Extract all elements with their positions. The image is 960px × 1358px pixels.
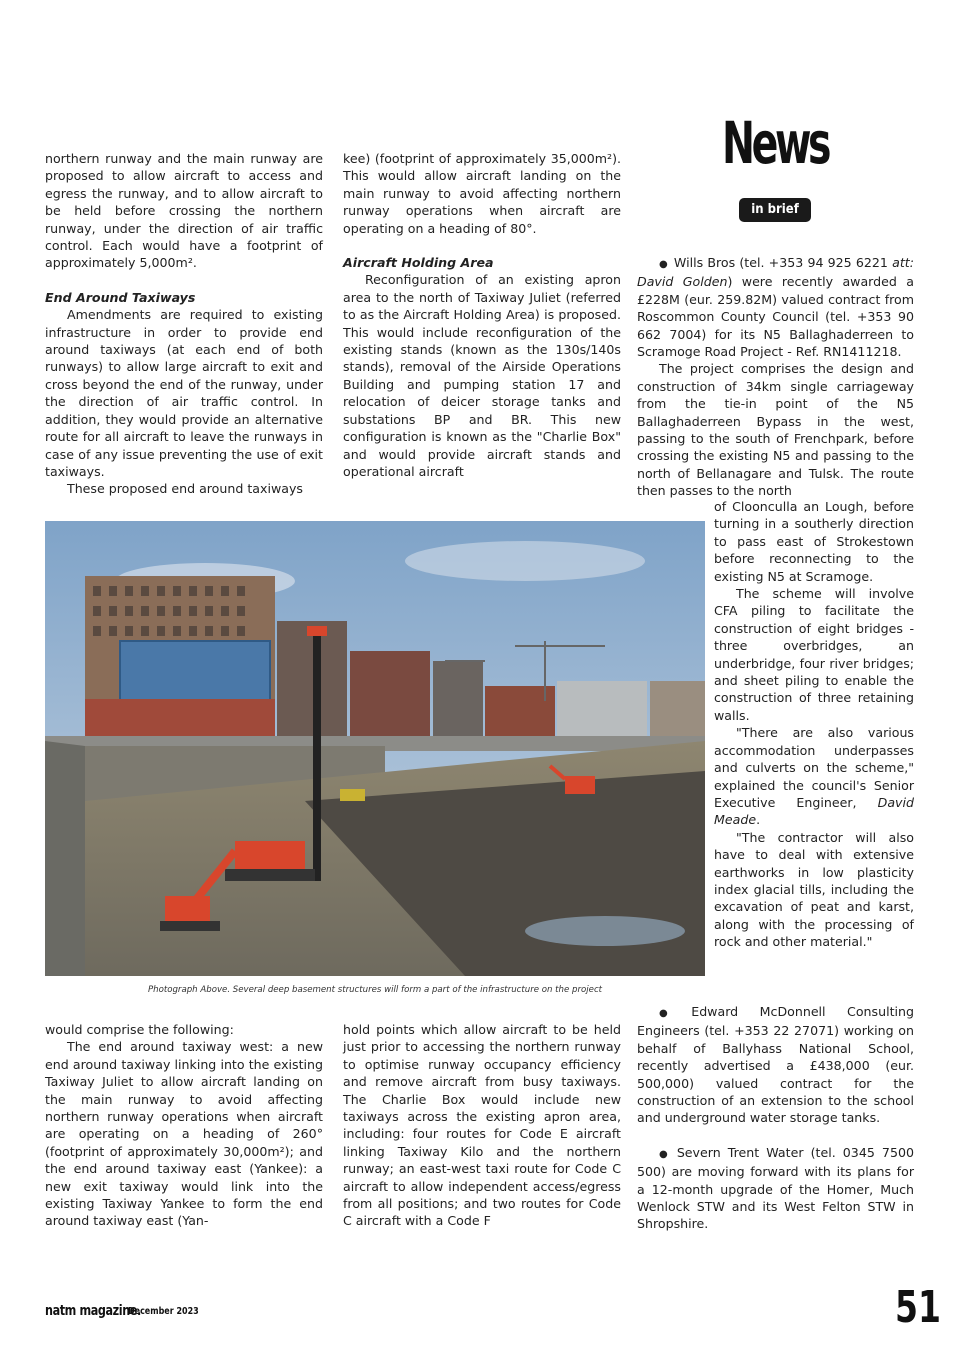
column-2-top [343,150,621,480]
bullet-icon [659,1004,691,1019]
photo-caption: Photograph Above. Several deep basement structures will form a part of the infrastructure on the project [147,985,603,995]
in-brief-badge: in brief [739,198,811,222]
news-item-severn-trent: ● Severn Trent Water (tel. 0345 7500 500) are moving forward with its plans for a 12-month upgrade of the Homer, Much Wenlock STW and its West Felton STW in Shropshire. [637,1144,914,1233]
bullet-icon [659,255,674,270]
paragraph: The end around taxiway west: a new end around taxiway linking into the existing Taxiway Juliet to allow aircraft landing on the main runway to avoid affecting northern runway operations when aircraft are operating on a heading of 260° (footprint of approximately 30,000m²); and the end around taxiway east (Yankee): a new exit taxiway would link into the existing Taxiway Yankee to form the end around taxiway east (Yan- [45,1039,323,1229]
paragraph: hold points which allow aircraft to be held just prior to accessing the northern runway to optimise runway occupancy efficiency and remove aircraft from busy taxiways. The Charlie Box would include new taxiways across the existing apron area, including: four routes for Code E aircraft linking Taxiway Kilo and the northern runway; an east-west taxi route for Code C aircraft to allow independent access/egress from all positions; and two routes for Code C aircraft with a Code F [343,1022,621,1229]
paragraph: The project comprises the design and construction of 34km single carriageway from the tie-in point of the N5 Ballaghaderreen Bypass in the west, passing to the south of Frenchpark, before crossing the existing N5 and passing to the north of Bellanagare and Tulsk. The route then passes to the north [637,361,914,499]
subheading-end-around-taxiways: End Around Taxiways [45,289,196,305]
paragraph: northern runway and the main runway are proposed to allow aircraft to access and egress the runway, and to allow aircraft to be held before crossing the northern runway, under the direction of air traffic control. Each would have a footprint of approximately 5,000m². [45,151,323,271]
paragraph: Amendments are required to existing infrastructure in order to provide end around taxiways (at each end of both runways) to allow large aircraft to exit and cross beyond the end of the runway, under the direction of air traffic control. In addition, they would provide an alternative route for all aircraft to leave the runways in case of any issue preventing the use of exit taxiways. [45,307,323,479]
bullet-icon [659,1145,677,1160]
column-1-top [45,150,323,498]
paragraph: These proposed end around taxiways [67,481,303,497]
news-item-wills-bros: ● Wills Bros (tel. +353 94 925 6221 att: David Golden) were recently awarded a £228M (eur. 259.82M) valued contract from Roscommon County Council (tel. +353 90 662 7004) for its N5 Ballaghaderreen to Scramoge Road Project - Ref. RN1411218. [637,254,914,360]
column-1-bottom [45,1021,323,1230]
paragraph: of Cloonculla an Lough, before turning in a southerly direction to pass east of Strokestown before reconnecting to the existing N5 at Scramoge. [714,499,914,584]
paragraph: kee) (footprint of approximately 35,000m²). This would allow aircraft landing on the main runway to avoid affecting northern runway operations when aircraft are operating on a heading of 80°. [343,151,621,236]
column-3-wrap [714,498,914,951]
paragraph: would comprise the following: [45,1022,234,1037]
construction-site-photo [45,521,705,976]
magazine-name: natm magazine. [45,1303,141,1319]
paragraph: Reconfiguration of an existing apron area to the north of Taxiway Juliet (referred to as the Aircraft Holding Area) is proposed. This would include reconfiguration of the existing stands (known as the 130s/140s stands), removal of the Airside Operations Building and pumping station 17 and relocation of deicer storage tanks and substations BP and BR. This new configuration is known as the "Charlie Box" and would provide aircraft stands and operational aircraft [343,272,621,479]
column-3-bottom [637,1003,914,1233]
section-title: News [722,109,829,177]
quote-paragraph: "The contractor will also have to deal with extensive earthworks in low plasticity index glacial tills, including the excavation of peat and karst, along with the processing of rock and other material." [714,829,914,950]
issue-date: December 2023 [128,1306,199,1317]
news-item-edward-mcdonnell: ● Edward McDonnell Consulting Engineers (tel. +353 22 27071) working on behalf of Ballyhass National School, recently advertised a £438,000 (eur. 500,000) valued contract for the construction of an extension to the school and underground water storage tanks. [637,1003,914,1127]
paragraph: The scheme will involve CFA piling to facilitate the construction of eight bridges - three overbridges, an underbridge, four river bridges; and sheet piling to enable the construction of three retaining walls. [714,586,914,723]
column-3-top [637,254,914,500]
column-2-bottom [343,1021,621,1230]
page-number: 51 [895,1282,941,1333]
subheading-aircraft-holding-area: Aircraft Holding Area [343,255,494,271]
quote-paragraph: "There are also various accommodation underpasses and culverts on the scheme," explained the council's Senior Executive Engineer, David Meade. [714,725,914,828]
